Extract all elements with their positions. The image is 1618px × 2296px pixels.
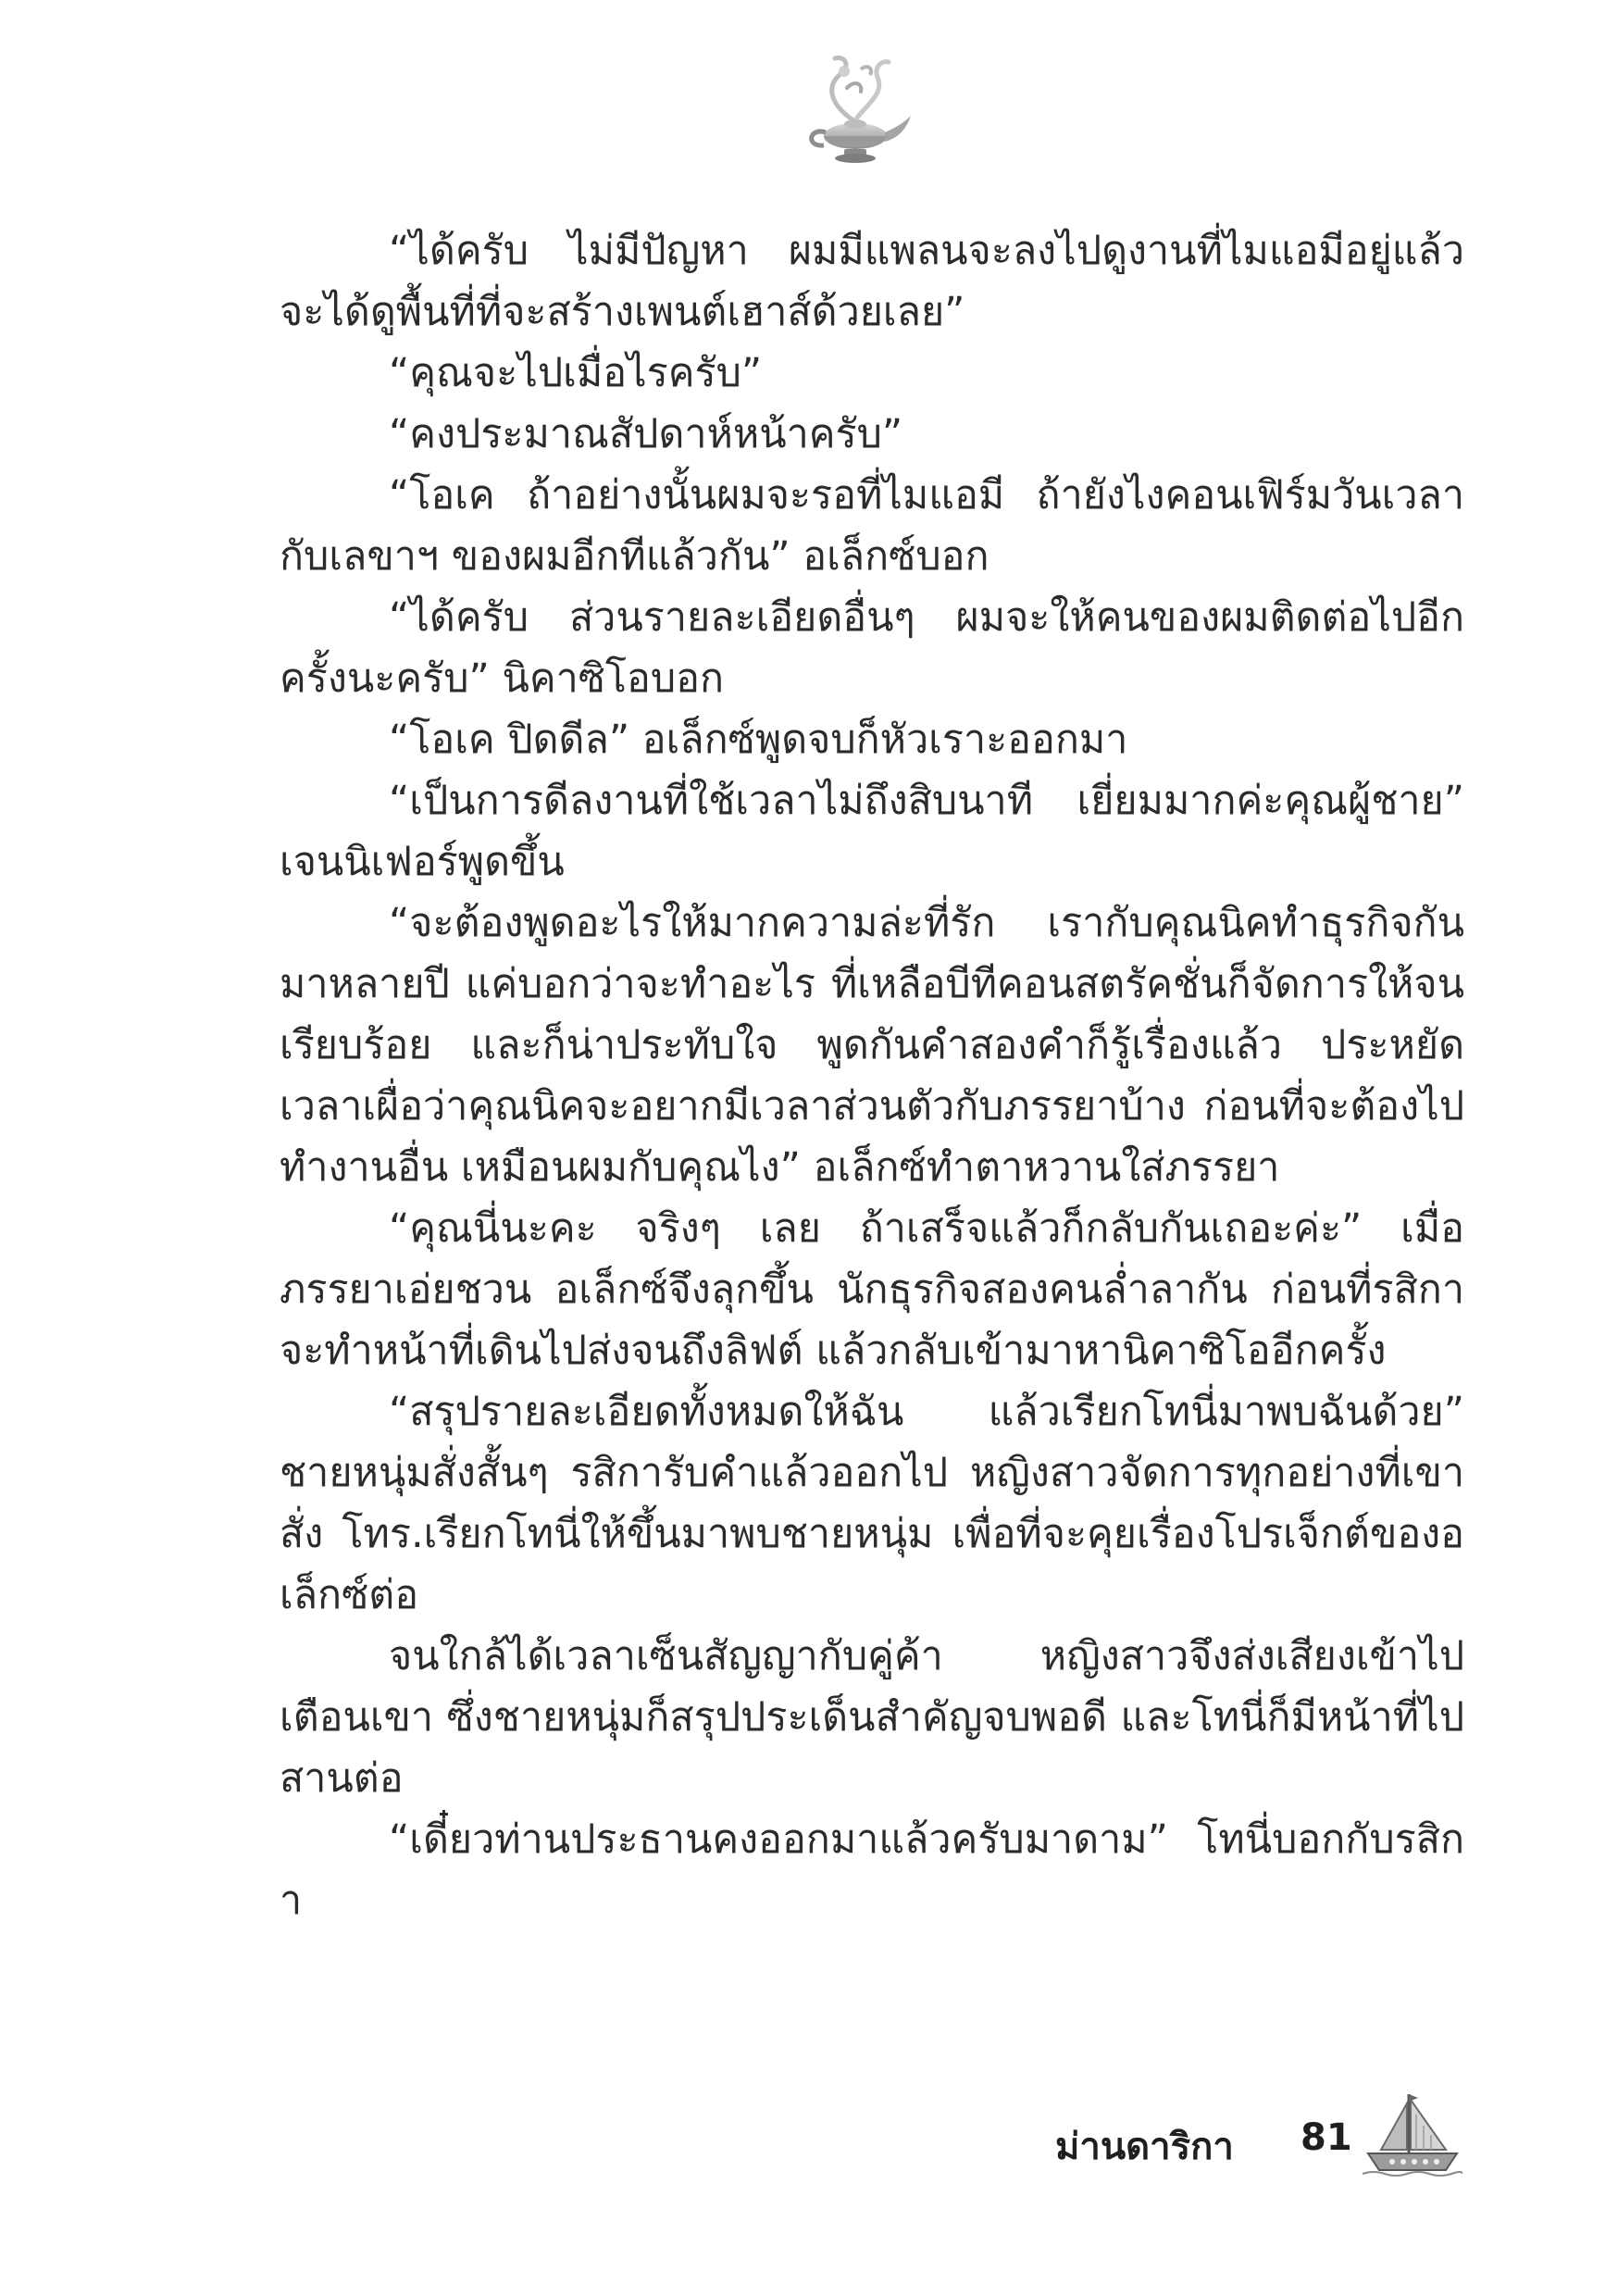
page-number: 81 bbox=[1301, 2116, 1352, 2159]
paragraph: “คงประมาณสัปดาห์หน้าครับ” bbox=[389, 411, 903, 457]
sailboat-icon bbox=[1361, 2090, 1462, 2178]
paragraph: “โอเค ถ้าอย่างนั้นผมจะรอที่ไมแอมี ถ้ายังไงคอนเฟิร์มวันเวลากับเลขาฯ ของผมอีกทีแล้วกัน” อเล็กซ์บอก bbox=[280, 472, 1464, 580]
paragraph: “ได้ครับ ไม่มีปัญหา ผมมีแพลนจะลงไปดูงานที่ไมแอมีอยู่แล้ว จะได้ดูพื้นที่ที่จะสร้างเพนต์เฮาส์ด้วยเลย” bbox=[280, 228, 1464, 335]
paragraph: “ได้ครับ ส่วนรายละเอียดอื่นๆ ผมจะให้คนของผมติดต่อไปอีกครั้งนะครับ” นิคาซิโอบอก bbox=[280, 594, 1464, 702]
paragraph: “เป็นการดีลงานที่ใช้เวลาไม่ถึงสิบนาที เยี่ยมมากค่ะคุณผู้ชาย” เจนนิเฟอร์พูดขึ้น bbox=[280, 778, 1464, 885]
paragraph: “เดี๋ยวท่านประธานคงออกมาแล้วครับมาดาม” โทนี่บอกกับรสิกา bbox=[280, 1816, 1464, 1924]
paragraph: จนใกล้ได้เวลาเซ็นสัญญากับคู่ค้า หญิงสาวจึงส่งเสียงเข้าไปเตือนเขา ซึ่งชายหนุ่มก็สรุปประเด็นสำคัญจบพอดี และโทนี่ก็มีหน้าที่ไปสานต่อ bbox=[280, 1633, 1464, 1802]
paragraph: “สรุปรายละเอียดทั้งหมดให้ฉัน แล้วเรียกโทนี่มาพบฉันด้วย” ชายหนุ่มสั่งสั้นๆ รสิการับคำแล้วออกไป หญิงสาวจัดการทุกอย่างที่เขาสั่ง โทร.เรียกโทนี่ให้ขึ้นมาพบชายหนุ่ม เพื่อที่จะคุยเรื่องโปรเจ็กต์ของอเล็กซ์ต่อ bbox=[280, 1389, 1464, 1618]
book-title: ม่านดาริกา bbox=[1055, 2126, 1234, 2168]
paragraph: “คุณจะไปเมื่อไรครับ” bbox=[389, 350, 763, 396]
genie-lamp-icon bbox=[796, 51, 916, 167]
page-footer bbox=[1055, 2090, 1462, 2183]
paragraph: “จะต้องพูดอะไรให้มากความล่ะที่รัก เรากับคุณนิคทำธุรกิจกันมาหลายปี แค่บอกว่าจะทำอะไร ที่เหลือบีทีคอนสตรัคชั่นก็จัดการให้จนเรียบร้อย และก็น่าประทับใจ พูดกันคำสองคำก็รู้เรื่องแล้ว ประหยัดเวลาเผื่อว่าคุณนิคจะอยากมีเวลาส่วนตัวกับภรรยาบ้าง ก่อนที่จะต้องไปทำงานอื่น เหมือนผมกับคุณไง” อเล็กซ์ทำตาหวานใส่ภรรยา bbox=[280, 900, 1464, 1191]
paragraph: “คุณนี่นะคะ จริงๆ เลย ถ้าเสร็จแล้วก็กลับกันเถอะค่ะ” เมื่อภรรยาเอ่ยชวน อเล็กซ์จึงลุกขึ้น นักธุรกิจสองคนล่ำลากัน ก่อนที่รสิกาจะทำหน้าที่เดินไปส่งจนถึงลิฟต์ แล้วกลับเข้ามาหานิคาซิโออีกครั้ง bbox=[280, 1205, 1464, 1374]
body-text bbox=[280, 220, 1464, 1931]
paragraph: “โอเค ปิดดีล” อเล็กซ์พูดจบก็หัวเราะออกมา bbox=[389, 717, 1128, 763]
